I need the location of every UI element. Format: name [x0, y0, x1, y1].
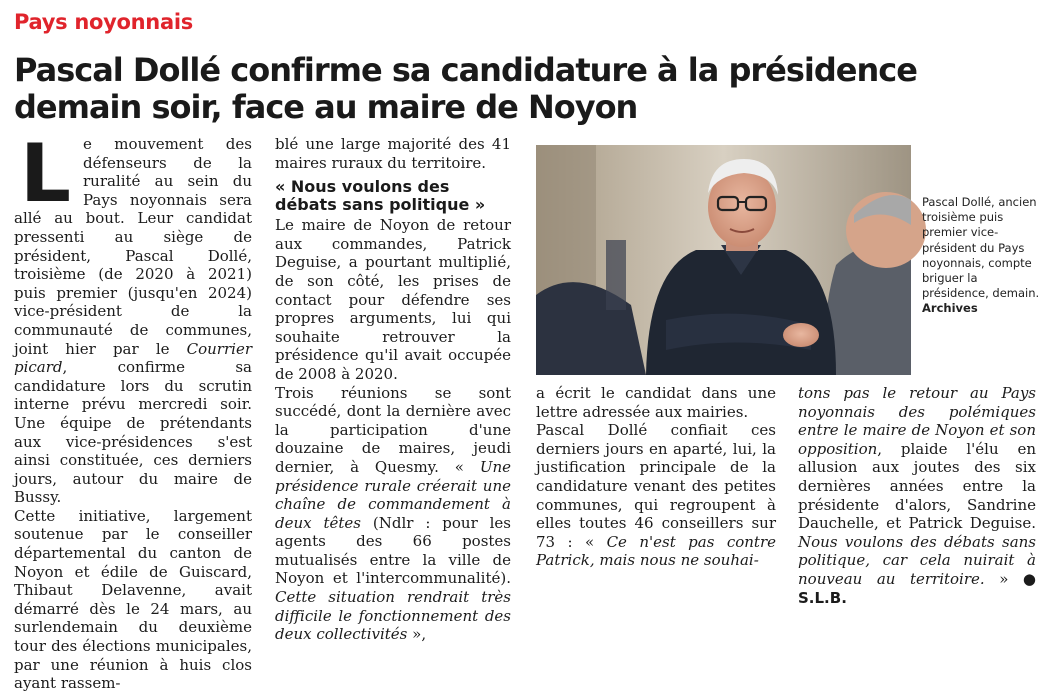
quote-italic: Cette situation rendrait très difficile le fonctionnement des deux collectivités: [275, 588, 511, 644]
paragraph: [275, 384, 511, 644]
photo-caption: [922, 195, 1046, 317]
paragraph: [798, 384, 1036, 607]
quote-italic: Nous voulons des débats sans politique, car cela nuirait à nouveau au territoire.: [798, 532, 1036, 588]
text-run: e mouvement des défenseurs de la ruralité au sein du Pays noyonnais sera allé au bout. Leur candidat pressenti au siège de président, Pascal Dollé, troisième (de 2020 à 2021) puis premier (jusqu'en 2024) vice-président de la communauté de communes, joint hier par le: [14, 135, 252, 358]
text-run: Pascal Dollé confiait ces derniers jours en aparté, lui, la justification principale de la candidature venant des petites communes, qui regroupent à elles toutes 46 conseillers sur 73 : «: [536, 421, 776, 551]
paragraph: Cette initiative, largement soutenue par le conseiller départemental du canton de Noyon et édile de Guiscard, Thibaut Delavenne, avait démarré dès le 24 mars, au surlendemain du deuxième tour des élections municipales, par une réunion à huis clos ayant rassem-: [14, 506, 252, 693]
paragraph: blé une large majorité des 41 maires ruraux du territoire.: [275, 135, 511, 172]
article-column-3: [536, 384, 776, 570]
article-headline: [14, 52, 1044, 126]
paragraph: Le maire de Noyon de retour aux commandes, Patrick Deguise, a pourtant multiplié, de son côté, les prises de contact pour défendre ses propres arguments, lui qui souhaite retrouver la présidence qu'il avait occupée de 2008 à 2020.: [275, 216, 511, 383]
text-run: »,: [407, 625, 427, 644]
article-column-2: [275, 135, 511, 644]
quote-italic: tons pas le retour au Pays noyonnais des polémiques entre le maire de Noyon et son opposition: [798, 384, 1036, 458]
quote-italic: Une présidence rurale créerait une chaîne de commandement à deux têtes: [275, 457, 511, 532]
article-photo: [536, 145, 911, 375]
text-run: Trois réunions se sont succédé, dont la dernière avec la participation d'une douzaine de maires, jeudi dernier, à Quesmy. «: [275, 383, 511, 476]
paragraph-intro: [14, 127, 252, 507]
caption-text: Pascal Dollé, ancien troisième puis premier vice-président du Pays noyonnais, compte briguer la présidence, demain.: [922, 195, 1040, 301]
paragraph: [536, 421, 776, 570]
section-rubric: Pays noyonnais: [14, 10, 193, 34]
article-column-1: [14, 127, 252, 693]
text-run: , plaide l'élu en allusion aux joutes des six dernières années entre la présidente d'alors, Sandrine Dauchelle, et Patrick Deguise.: [798, 439, 1036, 533]
text-run: »: [984, 569, 1023, 588]
newspaper-name: Courrier picard: [14, 339, 252, 377]
author-signature: ● S.L.B.: [798, 569, 1036, 607]
headline-line-2: demain soir, face au maire de Noyon: [14, 88, 638, 126]
quote-italic: Ce n'est pas contre Patrick, mais nous ne souhai-: [536, 532, 776, 570]
article-subhead: « Nous voulons des débats sans politique »: [275, 177, 486, 215]
drop-cap: L: [20, 127, 71, 220]
headline-line-1: Pascal Dollé confirme sa candidature à la présidence: [14, 51, 917, 89]
article-column-4: [798, 384, 1036, 607]
text-run: , confirme sa candidature lors du scrutin interne prévu mercredi soir. Une équipe de prétendants aux vice-présidences s'est ainsi constituée, ces derniers jours, autour du maire de Bussy.: [14, 358, 252, 507]
paragraph: a écrit le candidat dans une lettre adressée aux mairies.: [536, 384, 776, 421]
photo-credit: Archives: [922, 301, 978, 316]
text-run: (Ndlr : pour les agents des 66 postes mutualisés entre la ville de Noyon et l'intercommunalité).: [275, 513, 511, 588]
